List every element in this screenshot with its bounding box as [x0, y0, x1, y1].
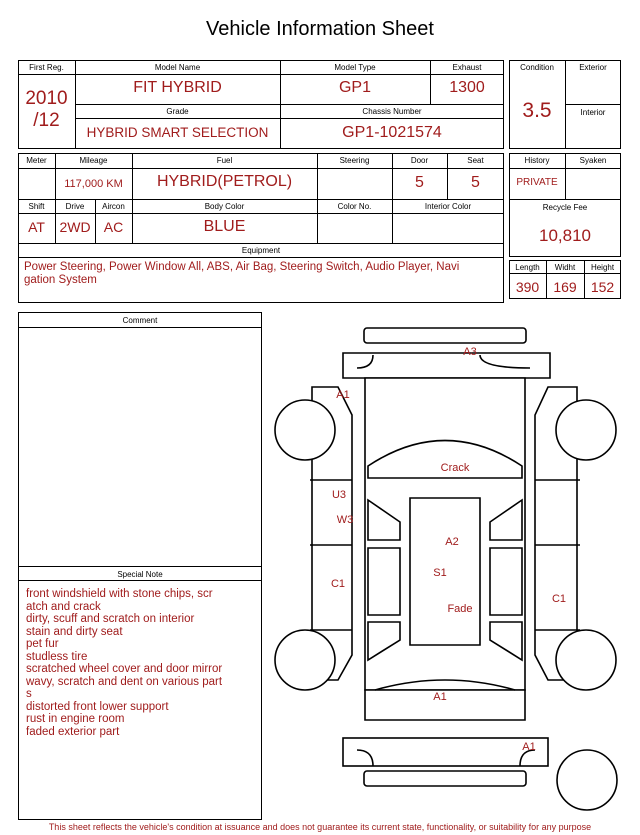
chassis-number-value: GP1-1021574 [342, 124, 442, 141]
history-label: History [524, 156, 550, 165]
mileage-label: Mileage [79, 156, 108, 165]
rear-left-wheel [275, 400, 335, 460]
mark-roof-1: A2 [445, 536, 459, 548]
footer-disclaimer: This sheet reflects the vehicle's condition at issuance and does not guarantee its current state, functionality, or suitability for any purpose [48, 822, 592, 832]
interior-label: Interior [580, 108, 606, 117]
width-value: 169 [553, 279, 577, 295]
history-value: PRIVATE [516, 177, 558, 188]
page-title: Vehicle Information Sheet [206, 18, 434, 40]
chassis-number-label: Chassis Number [362, 107, 422, 116]
mark-left-rear-door-1: U3 [331, 489, 347, 501]
exterior-label: Exterior [579, 63, 607, 72]
special-note-line: faded exterior part [26, 725, 120, 738]
spare-wheel [557, 750, 617, 810]
special-note-line: studless tire [26, 650, 88, 663]
condition-label: Condition [520, 63, 554, 72]
steering-label: Steering [339, 156, 370, 165]
body-color-label: Body Color [204, 202, 245, 211]
special-note-line: distorted front lower support [26, 700, 169, 713]
mark-rear-window: Crack [440, 462, 470, 474]
special-note-list [26, 588, 260, 738]
mark-rear: A3 [463, 346, 477, 358]
special-note-line: atch and crack [26, 600, 101, 613]
model-name-label: Model Name [154, 63, 201, 72]
exhaust-value: 1300 [449, 79, 485, 96]
condition-value: 3.5 [522, 99, 552, 122]
front-bumper-shape [343, 738, 548, 766]
door-value: 5 [415, 174, 424, 191]
meter-label: Meter [26, 156, 47, 165]
width-label: Widht [554, 263, 576, 272]
mark-left-rear-door-2: W3 [336, 514, 354, 526]
model-type-label: Model Type [334, 63, 376, 72]
front-right-wheel [556, 630, 616, 690]
seat-value: 5 [471, 174, 480, 191]
first-reg-label: First Reg. [29, 63, 64, 72]
equipment-line-2: gation System [24, 274, 97, 286]
interior-color-label: Interior Color [424, 202, 472, 211]
grade-label: Grade [166, 107, 189, 116]
comment-label: Comment [122, 316, 158, 325]
mark-rear-left-fender: A1 [336, 389, 350, 401]
mark-hood: A1 [433, 691, 447, 703]
mark-right-side: C1 [551, 593, 567, 605]
special-note-line: rust in engine room [26, 713, 125, 725]
recycle-fee-label: Recycle Fee [542, 203, 588, 212]
special-note-label: Special Note [117, 570, 163, 579]
body-color-value: BLUE [203, 218, 246, 235]
height-value: 152 [590, 279, 615, 295]
aircon-label: Aircon [102, 202, 125, 211]
model-name-value: FIT HYBRID [133, 79, 222, 96]
fuel-value: HYBRID(PETROL) [156, 173, 293, 190]
special-note-line: pet fur [26, 638, 59, 650]
length-label: Length [515, 263, 540, 272]
fuel-label: Fuel [216, 156, 233, 165]
height-label: Height [590, 263, 615, 272]
special-note-line: front windshield with stone chips, scr [26, 588, 213, 600]
mark-roof-3: Fade [447, 603, 473, 615]
shift-label: Shift [28, 202, 45, 211]
special-note-line: stain and dirty seat [26, 625, 123, 638]
model-type-value: GP1 [338, 79, 371, 96]
front-left-wheel [275, 630, 335, 690]
mileage-value: 117,000 KM [64, 178, 123, 190]
rear-right-wheel [556, 400, 616, 460]
special-note-line: dirty, scuff and scratch on interior [26, 613, 195, 625]
drive-label: Drive [65, 202, 85, 211]
door-label: Door [410, 156, 429, 165]
car-damage-diagram [268, 315, 630, 820]
mark-front-bumper: A1 [522, 741, 536, 753]
recycle-fee-value: 10,810 [539, 226, 591, 245]
grade-value: HYBRID SMART SELECTION [86, 125, 269, 140]
equipment-line-1: Power Steering, Power Window All, ABS, Air Bag, Steering Switch, Audio Player, Navi [24, 261, 460, 273]
rear-panel-shape [343, 353, 550, 378]
special-note-line: scratched wheel cover and door mirror [26, 663, 223, 675]
length-value: 390 [515, 279, 540, 295]
seat-label: Seat [467, 156, 484, 165]
mark-roof-2: S1 [433, 567, 447, 579]
exhaust-label: Exhaust [452, 63, 482, 72]
rear-bumper-shape [364, 328, 526, 343]
shift-value: AT [28, 219, 45, 235]
special-note-line: s [26, 688, 32, 700]
aircon-value: AC [103, 219, 124, 235]
special-note-line: wavy, scratch and dent on various part [26, 675, 223, 688]
color-no-label: Color No. [337, 202, 372, 211]
equipment-label: Equipment [241, 246, 281, 255]
first-reg-month-value: /12 [33, 110, 60, 131]
syaken-label: Syaken [579, 156, 607, 165]
mark-left-front-door: C1 [330, 578, 346, 590]
drive-value: 2WD [59, 219, 91, 235]
first-reg-year-value: 2010 [25, 88, 68, 109]
